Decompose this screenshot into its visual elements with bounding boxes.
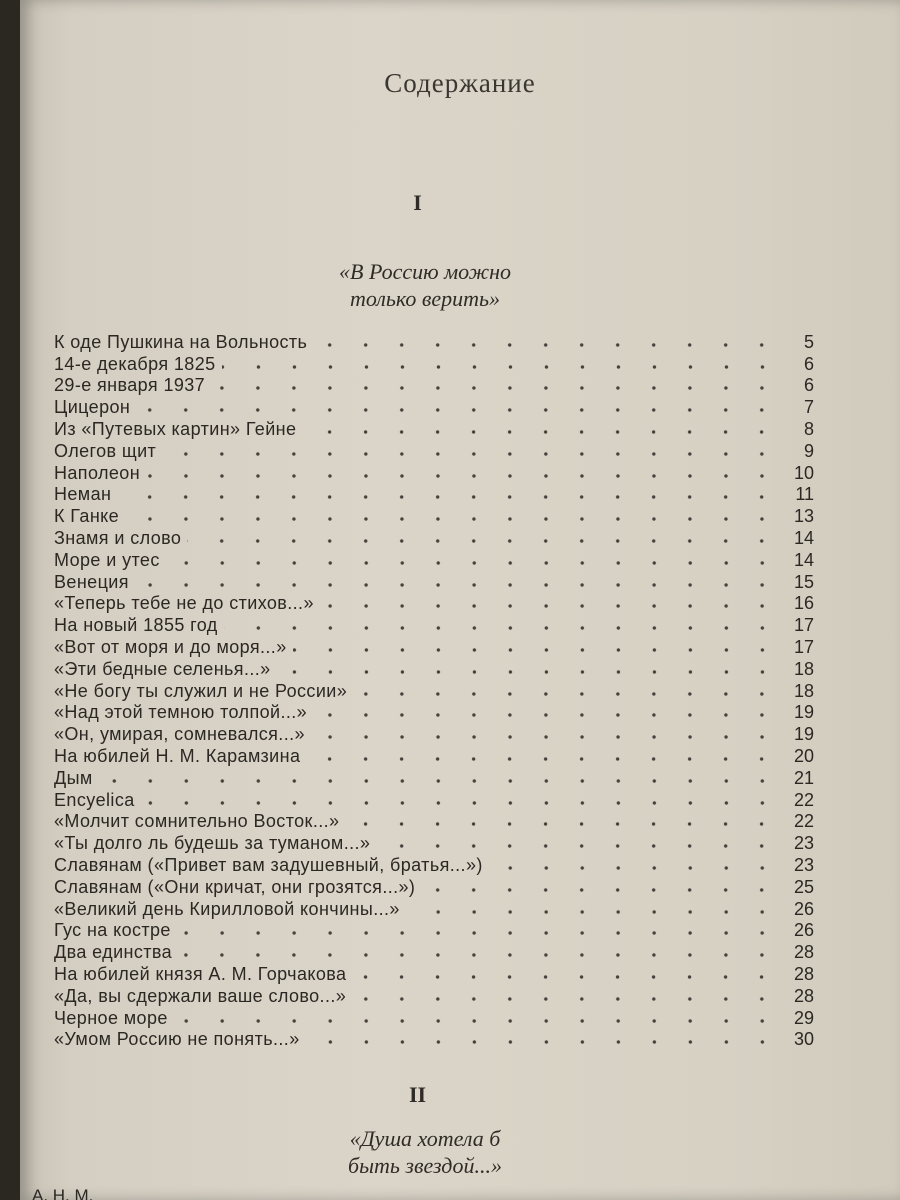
- dot-leader: [293, 647, 780, 653]
- toc-entry: [54, 963, 814, 985]
- toc-entry-title: К оде Пушкина на Вольность: [54, 331, 308, 352]
- toc-entry: [54, 723, 814, 745]
- toc-entry-page-number: 18: [793, 680, 814, 701]
- toc-entry: [54, 811, 814, 833]
- toc-entry-title: «Эти бедные селенья...»: [54, 658, 271, 679]
- dot-leader: [166, 560, 780, 566]
- dot-leader: [146, 473, 780, 479]
- toc-entry-title: «Вот от моря и до моря...»: [54, 636, 287, 657]
- toc-entry-page-number: 11: [795, 484, 814, 505]
- toc-entry: [54, 353, 814, 375]
- toc-entry: [54, 702, 814, 724]
- toc-entry-title: Encyelica: [54, 789, 135, 810]
- toc-entry-title: К Ганке: [54, 506, 120, 527]
- toc-entry: [54, 745, 814, 767]
- toc-entry-page-number: 21: [793, 767, 814, 788]
- toc-entry-page-number: 29: [793, 1007, 814, 1028]
- toc-entry-page-number: 18: [793, 658, 814, 679]
- toc-entry: [54, 462, 814, 484]
- dot-leader: [117, 494, 780, 500]
- toc-entry-title: «Умом Россию не понять...»: [54, 1029, 300, 1050]
- toc-entry-page-number: 25: [793, 876, 814, 897]
- dot-leader: [222, 364, 780, 370]
- dot-leader: [306, 1039, 780, 1045]
- toc-entry: [54, 614, 814, 636]
- section-title-1: [20, 258, 830, 312]
- toc-entry: [54, 396, 814, 418]
- toc-entry-page-number: 14: [793, 527, 814, 548]
- dot-leader: [99, 778, 780, 784]
- toc-entry-title: На новый 1855 год: [54, 615, 218, 636]
- section-title-1-line-1: «В Россию можно: [339, 259, 511, 284]
- dot-leader: [211, 385, 780, 391]
- dot-leader: [277, 669, 780, 675]
- toc-entry: [54, 680, 814, 702]
- toc-entry-title: «Он, умирая, сомневался...»: [54, 724, 305, 745]
- dot-leader: [178, 952, 780, 958]
- toc-entry-page-number: 20: [793, 745, 814, 766]
- toc-entry-title: Славянам («Привет вам задушевный, братья...»): [54, 854, 483, 875]
- dot-leader: [162, 451, 780, 457]
- section-number-2: II: [408, 1082, 427, 1107]
- dot-leader: [489, 865, 780, 871]
- toc-entry-title: Черное море: [54, 1007, 168, 1028]
- toc-entry-page-number: 28: [793, 963, 814, 984]
- toc-entry: [54, 571, 814, 593]
- toc-entry: [54, 549, 814, 571]
- toc-entry-title: Наполеон: [54, 462, 141, 483]
- toc-entry: [54, 593, 814, 615]
- toc-entry-page-number: 13: [793, 506, 814, 527]
- toc-entry-page-number: 10: [793, 462, 814, 483]
- toc-entry-page-number: 28: [793, 985, 814, 1006]
- dot-leader: [421, 887, 780, 893]
- dot-leader: [177, 930, 780, 936]
- toc-entry-title: «Да, вы сдержали ваше слово...»: [54, 985, 347, 1006]
- dot-leader: [345, 821, 780, 827]
- toc-entry-page-number: 19: [793, 724, 814, 745]
- dot-leader: [313, 342, 780, 348]
- toc-entry-page-number: 23: [793, 854, 814, 875]
- dot-leader: [174, 1018, 780, 1024]
- toc-entry: [54, 484, 814, 506]
- toc-entry-title: Цицерон: [54, 397, 131, 418]
- toc-entry-title: Дым: [54, 767, 93, 788]
- toc-entry-title: «Ты долго ль будешь за туманом...»: [54, 833, 371, 854]
- dot-leader: [406, 909, 780, 915]
- toc-entry-page-number: 9: [803, 440, 814, 461]
- dot-leader: [353, 691, 780, 697]
- dot-leader: [352, 974, 780, 980]
- dot-leader: [313, 712, 780, 718]
- toc-entry: [54, 1007, 814, 1029]
- toc-entry-title: На юбилей князя А. М. Горчакова: [54, 963, 347, 984]
- dot-leader: [224, 625, 780, 631]
- book-page: [20, 0, 900, 1200]
- toc-entry-title: Олегов щит: [54, 440, 157, 461]
- toc-entry-title: Знамя и слово: [54, 527, 182, 548]
- dot-leader: [352, 996, 780, 1002]
- toc-entry-page-number: 22: [793, 789, 814, 810]
- toc-entry-page-number: 7: [803, 397, 814, 418]
- dot-leader: [141, 800, 780, 806]
- toc-entry-page-number: 19: [793, 702, 814, 723]
- toc-entry-page-number: 15: [793, 571, 814, 592]
- toc-entry: [54, 789, 814, 811]
- toc-entry: [54, 832, 814, 854]
- page-title: Содержание: [384, 68, 536, 98]
- section-title-1-line-2: только верить»: [349, 286, 501, 311]
- toc-entry: [54, 658, 814, 680]
- toc-entry-title: «Над этой темною толпой...»: [54, 702, 308, 723]
- toc-entry-page-number: 26: [793, 898, 814, 919]
- toc-entry-title: «Молчит сомнительно Восток...»: [54, 811, 340, 832]
- dot-leader: [302, 429, 780, 435]
- toc-entry-title: «Теперь тебе не до стихов...»: [54, 593, 314, 614]
- toc-entry-title: Неман: [54, 484, 112, 505]
- toc-entry-page-number: 6: [803, 375, 814, 396]
- toc-entry: [54, 985, 814, 1007]
- dot-leader: [311, 734, 780, 740]
- dot-leader: [187, 538, 780, 544]
- toc-entry-page-number: 17: [793, 636, 814, 657]
- section-number-1: I: [413, 190, 422, 215]
- dot-leader: [135, 582, 780, 588]
- section-title-2: [20, 1125, 830, 1179]
- table-of-contents: [54, 331, 814, 1050]
- toc-entry-page-number: 16: [793, 593, 814, 614]
- cut-off-text-fragment: А. Н. М.: [32, 1186, 94, 1200]
- toc-entry-title: Из «Путевых картин» Гейне: [54, 418, 297, 439]
- toc-entry-page-number: 28: [793, 942, 814, 963]
- toc-entry: [54, 941, 814, 963]
- toc-entry: [54, 375, 814, 397]
- toc-entry-title: 14-е декабря 1825: [54, 353, 216, 374]
- dot-leader: [376, 843, 780, 849]
- section-title-2-line-1: «Душа хотела б: [349, 1126, 501, 1151]
- toc-entry-page-number: 8: [803, 418, 814, 439]
- toc-entry-title: «Великий день Кирилловой кончины...»: [54, 898, 400, 919]
- toc-entry-page-number: 23: [793, 833, 814, 854]
- toc-entry-title: Гус на костре: [54, 920, 171, 941]
- toc-entry-page-number: 26: [793, 920, 814, 941]
- section-title-2-line-2: быть звездой...»: [348, 1153, 502, 1178]
- dot-leader: [125, 516, 780, 522]
- toc-entry: [54, 527, 814, 549]
- toc-entry-title: На юбилей Н. М. Карамзина: [54, 745, 301, 766]
- dot-leader: [320, 603, 780, 609]
- toc-entry: [54, 440, 814, 462]
- toc-entry: [54, 920, 814, 942]
- toc-entry-title: Море и утес: [54, 549, 160, 570]
- toc-entry-title: 29-е января 1937: [54, 375, 206, 396]
- toc-entry: [54, 418, 814, 440]
- toc-entry-page-number: 30: [793, 1029, 814, 1050]
- toc-entry-page-number: 6: [803, 353, 814, 374]
- toc-entry: [54, 767, 814, 789]
- toc-entry-title: «Не богу ты служил и не России»: [54, 680, 348, 701]
- toc-entry-page-number: 5: [803, 331, 814, 352]
- toc-entry-title: Славянам («Они кричат, они грозятся...»): [54, 876, 416, 897]
- dot-leader: [136, 407, 780, 413]
- toc-entry: [54, 1029, 814, 1051]
- toc-entry-page-number: 17: [793, 615, 814, 636]
- toc-entry: [54, 636, 814, 658]
- toc-entry: [54, 876, 814, 898]
- dot-leader: [306, 756, 780, 762]
- toc-entry: [54, 331, 814, 353]
- toc-entry: [54, 854, 814, 876]
- toc-entry-title: Два единства: [54, 942, 173, 963]
- toc-entry-page-number: 22: [793, 811, 814, 832]
- toc-entry-page-number: 14: [793, 549, 814, 570]
- toc-entry: [54, 898, 814, 920]
- toc-entry-title: Венеция: [54, 571, 129, 592]
- toc-entry: [54, 505, 814, 527]
